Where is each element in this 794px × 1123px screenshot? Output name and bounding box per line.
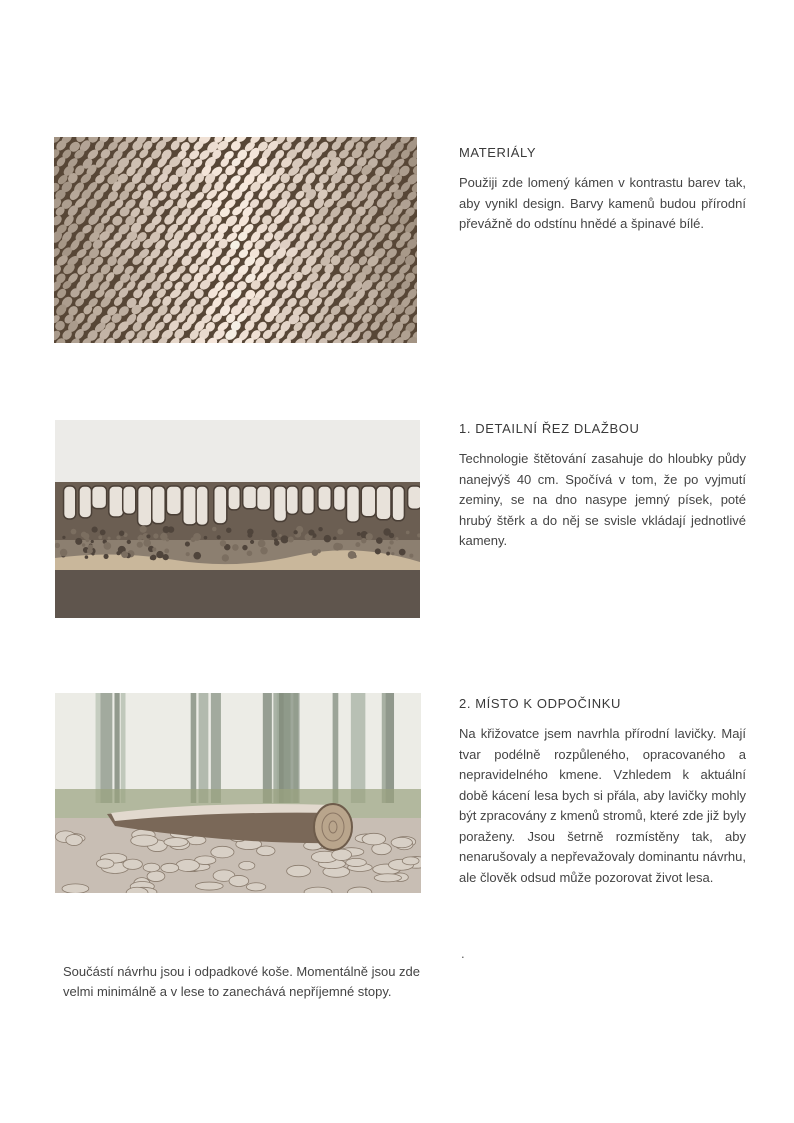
stone-paving-illustration [54,137,417,343]
bin-note: Součástí návrhu jsou i odpadkové koše. Momentálně jsou zde velmi minimálně a v lese to zanechává nepříjemné stopy. [63,964,420,999]
stone-pattern-svg [54,137,417,343]
detail-heading: 1. DETAILNÍ ŘEZ DLAŽBOU [459,421,640,436]
detail-section [459,421,746,552]
section-svg [55,420,420,618]
materials-heading: MATERIÁLY [459,145,537,160]
stray-dot: . [461,946,465,961]
rest-section [459,696,746,888]
paving-section-illustration [55,420,420,618]
forest-bench-illustration [55,693,421,893]
materials-text: Použiji zde lomený kámen v kontrastu barev tak, aby vynikl design. Barvy kamenů budou přírodní převážně do odstínu hnědé a špinavé bílé. [459,175,746,231]
detail-text: Technologie štětování zasahuje do hloubky půdy nanejvýš 40 cm. Spočívá v tom, že po vyjmutí zeminy, se na dno nasype jemný písek, poté hrubý štěrk a do něj se svisle vkládají jednotlivé kameny. [459,451,746,548]
rest-heading: 2. MÍSTO K ODPOČINKU [459,696,622,711]
materials-section [459,145,746,235]
bench-svg [55,693,421,893]
rest-text: Na křižovatce jsem navrhla přírodní lavičky. Mají tvar podélně rozpůleného, opracovaného a nepravidelného kmene. Vzhledem k aktuální době kácení lesa bych si přála, aby lavičky mohly být zpracovány z kmenů stromů, které zde již byly poraženy. Jsou šetrně rozmístěny tak, aby nenarušovaly a nepřevažovaly dominantu návrhu, ale člověk odsud může pozorovat život lesa. [459,726,746,885]
